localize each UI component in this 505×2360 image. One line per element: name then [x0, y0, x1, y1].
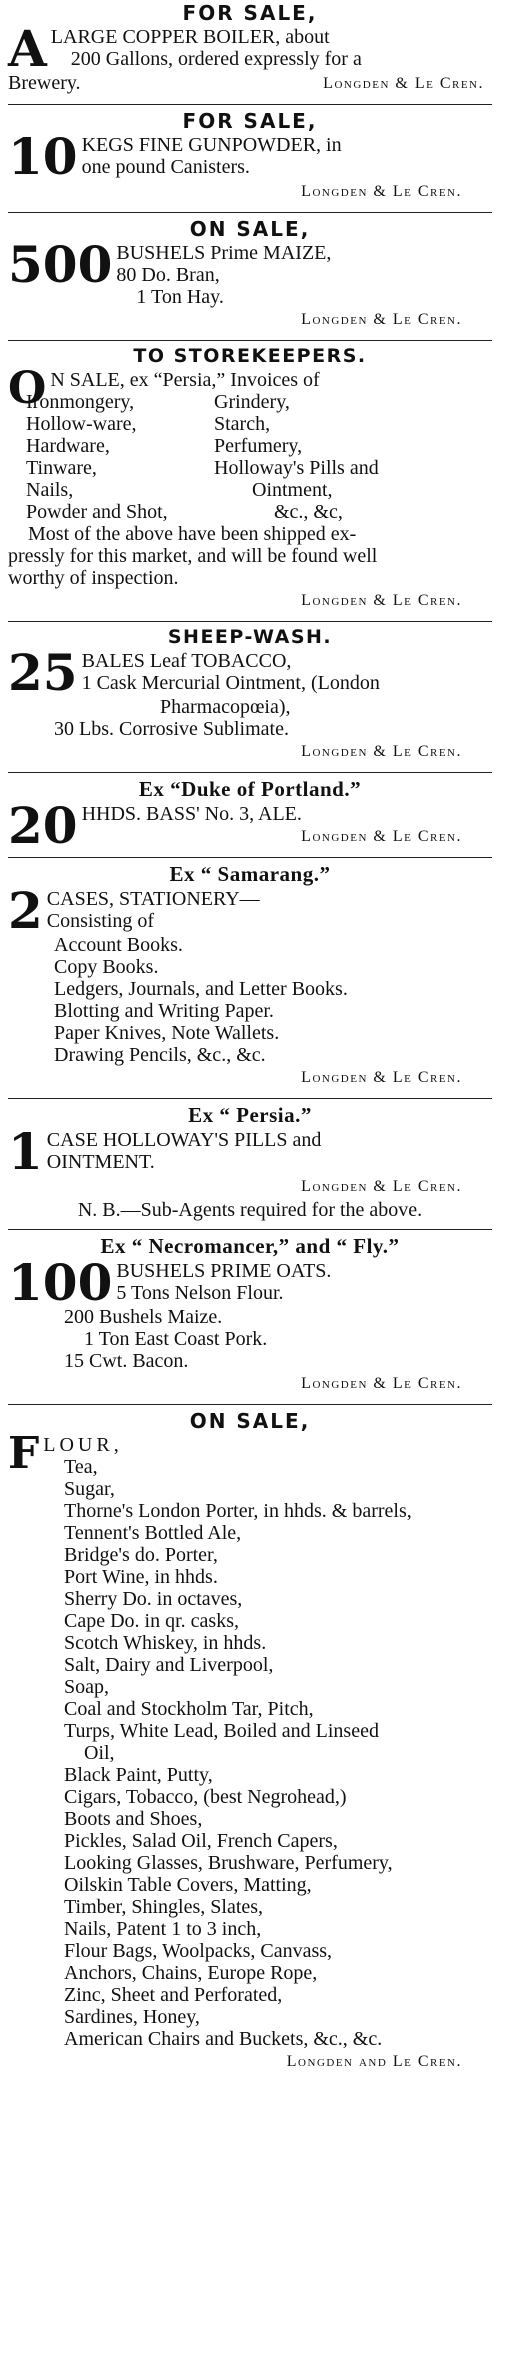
goods-item: Ointment, — [252, 479, 333, 501]
ad-line: LOUR, — [43, 1434, 123, 1456]
divider — [8, 1098, 492, 1099]
goods-columns — [8, 391, 492, 523]
ad-line: Pharmacopœia), — [160, 696, 291, 718]
divider — [8, 772, 492, 773]
ad-body-line: Most of the above have been shipped ex- — [28, 523, 357, 545]
ad-samarang — [8, 861, 492, 1095]
goods-item: Oilskin Table Covers, Matting, — [64, 1874, 312, 1896]
ad-line: Blotting and Writing Paper. — [54, 1000, 274, 1022]
ad-line: 200 Bushels Maize. — [64, 1306, 223, 1328]
drop-initial: 500 — [8, 235, 113, 294]
goods-item: Salt, Dairy and Liverpool, — [64, 1654, 274, 1676]
ad-heading: SHEEP-WASH. — [167, 626, 333, 648]
ad-line: BUSHELS Prime MAIZE, — [116, 242, 332, 264]
ad-line: 1 Ton East Coast Pork. — [84, 1328, 268, 1350]
ad-line: Drawing Pencils, &c., &c. — [54, 1044, 266, 1066]
goods-item: Thorne's London Porter, in hhds. & barrels, — [64, 1500, 412, 1522]
ad-body-line: worthy of inspection. — [8, 567, 179, 589]
ad-line: 1 Cask Mercurial Ointment, (London — [81, 672, 380, 694]
ad-body-line: pressly for this market, and will be found well — [8, 545, 378, 567]
ad-line: one pound Canisters. — [81, 156, 250, 178]
ad-line: HHDS. BASS' No. 3, ALE. — [81, 803, 302, 825]
drop-initial: 100 — [8, 1253, 113, 1312]
divider — [8, 1229, 492, 1230]
ad-opener — [8, 19, 492, 78]
ad-line: Account Books. — [54, 934, 183, 956]
ad-line: Brewery. — [8, 72, 81, 94]
goods-item: Sugar, — [64, 1478, 115, 1500]
advertiser-signature: Longden & Le Cren. — [301, 1178, 462, 1195]
goods-item: Coal and Stockholm Tar, Pitch, — [64, 1698, 314, 1720]
goods-item: Cape Do. in qr. casks, — [64, 1610, 239, 1632]
ad-heading: ON SALE, — [189, 217, 311, 241]
ad-line: 80 Do. Bran, — [116, 264, 220, 286]
goods-item: Ironmongery, — [26, 391, 135, 413]
divider — [8, 1404, 492, 1405]
goods-item: Scotch Whiskey, in hhds. — [64, 1632, 267, 1654]
drop-initial: 1 — [8, 1122, 43, 1181]
goods-item: Looking Glasses, Brushware, Perfumery, — [64, 1852, 393, 1874]
goods-item: Turps, White Lead, Boiled and Linseed — [64, 1720, 379, 1742]
goods-item: Holloway's Pills and — [214, 457, 379, 479]
goods-item: Sardines, Honey, — [64, 2006, 200, 2028]
goods-item: American Chairs and Buckets, &c., &c. — [64, 2028, 383, 2050]
ad-on-sale-flour — [8, 1408, 492, 2079]
advertiser-signature: Longden & Le Cren. — [301, 743, 462, 760]
ad-heading: Ex “ Samarang.” — [169, 862, 331, 886]
goods-item: Anchors, Chains, Europe Rope, — [64, 1962, 318, 1984]
goods-item: Tennent's Bottled Ale, — [64, 1522, 242, 1544]
ad-line: N SALE, ex “Persia,” Invoices of — [50, 369, 320, 391]
ad-line: Copy Books. — [54, 956, 159, 978]
ad-line: CASES, STATIONERY— — [46, 888, 260, 910]
ad-heading: ON SALE, — [189, 1409, 311, 1433]
ad-line: CASE HOLLOWAY'S PILLS and — [46, 1129, 322, 1151]
ad-duke-of-portland — [8, 776, 492, 854]
ad-line: LARGE COPPER BOILER, about — [50, 26, 330, 48]
goods-item: Soap, — [64, 1676, 109, 1698]
ad-line: BUSHELS PRIME OATS. — [116, 1260, 332, 1282]
goods-item: Perfumery, — [214, 435, 303, 457]
ad-persia — [8, 1102, 492, 1226]
goods-item: Cigars, Tobacco, (best Negrohead,) — [64, 1786, 347, 1808]
ad-heading: Ex “ Necromancer,” and “ Fly.” — [100, 1234, 400, 1258]
drop-initial: 2 — [8, 881, 43, 940]
ad-line: Ledgers, Journals, and Letter Books. — [54, 978, 348, 1000]
advertiser-signature: Longden & Le Cren. — [301, 1069, 462, 1086]
goods-item: Sherry Do. in octaves, — [64, 1588, 243, 1610]
ad-line: 200 Gallons, ordered expressly for a — [70, 48, 362, 70]
goods-item: Bridge's do. Porter, — [64, 1544, 218, 1566]
ad-line: KEGS FINE GUNPOWDER, in — [81, 134, 342, 156]
ad-line: 1 Ton Hay. — [136, 286, 224, 308]
ad-line: 5 Tons Nelson Flour. — [116, 1282, 284, 1304]
ad-sheep-wash — [8, 625, 492, 769]
drop-initial: 25 — [8, 643, 78, 702]
ad-heading: FOR SALE, — [182, 1, 318, 25]
ad-heading: FOR SALE, — [182, 109, 318, 133]
drop-initial: 20 — [8, 796, 78, 855]
goods-list — [8, 1456, 492, 2050]
advertiser-signature: Longden & Le Cren. — [301, 311, 462, 328]
ad-line: Consisting of — [46, 910, 155, 932]
goods-item: Nails, Patent 1 to 3 inch, — [64, 1918, 262, 1940]
drop-initial: O — [8, 363, 47, 414]
ad-heading: Ex “ Persia.” — [188, 1103, 312, 1127]
goods-item: Timber, Shingles, Slates, — [64, 1896, 264, 1918]
divider — [8, 857, 492, 858]
advertiser-signature: Longden and Le Cren. — [286, 2053, 462, 2070]
goods-item: Pickles, Salad Oil, French Capers, — [64, 1830, 338, 1852]
goods-item: Tinware, — [26, 457, 97, 479]
goods-item: &c., &c, — [274, 501, 343, 523]
divider — [8, 340, 492, 341]
goods-item: Tea, — [64, 1456, 98, 1478]
ad-copper-boiler — [8, 0, 492, 101]
goods-item: Hardware, — [26, 435, 110, 457]
drop-initial: 10 — [8, 127, 78, 186]
advertiser-signature: Longden & Le Cren. — [301, 1375, 462, 1392]
goods-item: Zinc, Sheet and Perforated, — [64, 1984, 283, 2006]
divider — [8, 104, 492, 105]
ad-line: Paper Knives, Note Wallets. — [54, 1022, 280, 1044]
divider — [8, 621, 492, 622]
ad-gunpowder — [8, 108, 492, 209]
ad-line: BALES Leaf TOBACCO, — [81, 650, 292, 672]
drop-initial: F — [8, 1428, 40, 1479]
goods-item: Grindery, — [214, 391, 290, 413]
goods-item: Oil, — [84, 1742, 115, 1764]
goods-item: Powder and Shot, — [26, 501, 168, 523]
goods-item: Black Paint, Putty, — [64, 1764, 213, 1786]
ad-necromancer-fly — [8, 1233, 492, 1401]
divider — [8, 212, 492, 213]
goods-item: Flour Bags, Woolpacks, Canvass, — [64, 1940, 333, 1962]
advertisement-column — [8, 0, 492, 2079]
ad-heading: TO STOREKEEPERS. — [133, 345, 367, 367]
advertiser-signature: Longden & Le Cren. — [301, 592, 462, 609]
goods-item: Hollow-ware, — [26, 413, 137, 435]
ad-line: OINTMENT. — [46, 1151, 155, 1173]
ad-maize — [8, 216, 492, 337]
advertiser-signature: Longden & Le Cren. — [323, 75, 484, 92]
goods-item: Port Wine, in hhds. — [64, 1566, 218, 1588]
goods-item: Starch, — [214, 413, 271, 435]
ad-line: 30 Lbs. Corrosive Sublimate. — [54, 718, 289, 740]
ad-note: N. B.—Sub-Agents required for the above. — [77, 1199, 423, 1221]
goods-item: Nails, — [26, 479, 74, 501]
ad-line: 15 Cwt. Bacon. — [64, 1350, 189, 1372]
advertiser-signature: Longden & Le Cren. — [301, 183, 462, 200]
goods-item: Boots and Shoes, — [64, 1808, 203, 1830]
advertiser-signature: Longden & Le Cren. — [301, 828, 462, 845]
ad-heading: Ex “Duke of Portland.” — [138, 777, 362, 801]
ad-storekeepers — [8, 344, 492, 618]
drop-initial: A — [8, 19, 47, 78]
